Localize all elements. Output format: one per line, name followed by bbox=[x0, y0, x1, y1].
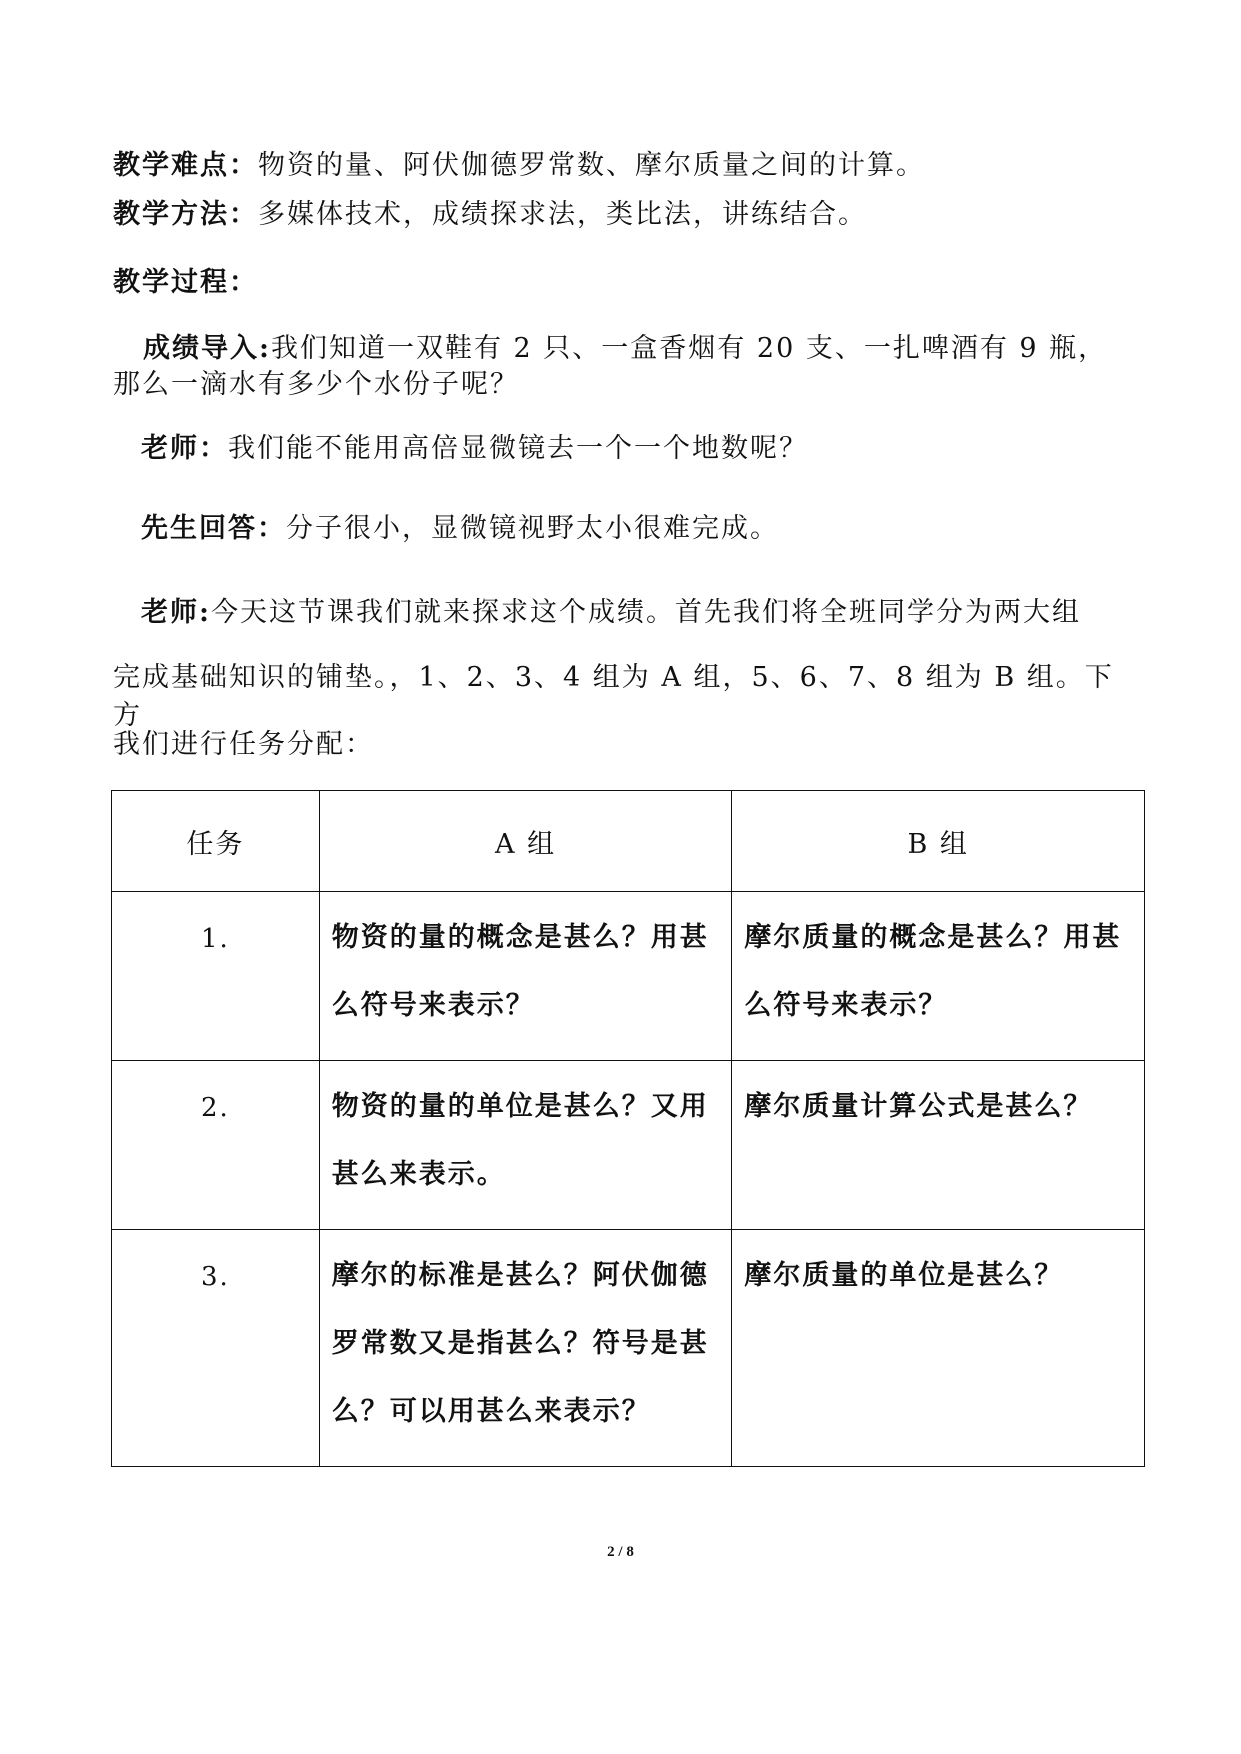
group-b-task bbox=[732, 1061, 1145, 1230]
student-text: 分子很小，显微镜视野太小很难完成。 bbox=[286, 513, 779, 544]
teacher2-label: 老师: bbox=[141, 597, 211, 628]
difficulty-text: 物资的量、阿伏伽德罗常数、摩尔质量之间的计算。 bbox=[258, 150, 925, 181]
group-a-task-text: 摩尔的标准是甚么？阿伏伽德罗常数又是指甚么？符号是甚么？可以用甚么来表示？ bbox=[331, 1260, 709, 1427]
table-row bbox=[112, 892, 1145, 1061]
table-header-row bbox=[112, 791, 1145, 892]
teacher-intro-line-2: 完成基础知识的铺垫。，1、2、3、4 组为 A 组，5、6、7、8 组为 B 组。下方 bbox=[113, 662, 1114, 731]
group-b-task-text: 摩尔质量计算公式是甚么？ bbox=[744, 1091, 1093, 1122]
group-a-task-text: 物资的量的概念是甚么？用甚么符号来表示？ bbox=[331, 922, 709, 1021]
header-group-a: A 组 bbox=[319, 791, 732, 892]
group-a-task bbox=[319, 1061, 732, 1230]
teacher1-label: 老师： bbox=[141, 433, 228, 464]
process-heading: 教学过程： bbox=[113, 267, 258, 298]
intro-text-1: 我们知道一双鞋有 2 只、一盒香烟有 20 支、一扎啤酒有 9 瓶， bbox=[270, 333, 1108, 364]
intro-line-1 bbox=[143, 330, 1121, 368]
teaching-difficulty bbox=[113, 147, 1121, 185]
group-b-task bbox=[732, 892, 1145, 1061]
difficulty-label: 教学难点： bbox=[113, 150, 258, 181]
group-a-task-text: 物资的量的单位是甚么？又用甚么来表示。 bbox=[331, 1091, 709, 1190]
intro-line-2: 那么一滴水有多少个水份子呢？ bbox=[113, 369, 519, 400]
teaching-method bbox=[113, 196, 1121, 234]
teacher2-text-1: 今天这节课我们就来探求这个成绩。首先我们将全班同学分为两大组 bbox=[210, 597, 1081, 628]
student-answer bbox=[141, 510, 1121, 548]
method-text: 多媒体技术，成绩探求法，类比法，讲练结合。 bbox=[258, 199, 867, 230]
group-b-task-text: 摩尔质量的概念是甚么？用甚么符号来表示？ bbox=[744, 922, 1122, 1021]
header-task: 任务 bbox=[112, 791, 320, 892]
task-number: 2. bbox=[112, 1061, 320, 1230]
group-a-task bbox=[319, 892, 732, 1061]
header-group-b: B 组 bbox=[732, 791, 1145, 892]
teacher-intro-line-3: 我们进行任务分配： bbox=[113, 729, 374, 760]
group-b-task-text: 摩尔质量的单位是甚么？ bbox=[744, 1260, 1064, 1291]
teacher-intro-line-1 bbox=[141, 594, 1121, 632]
method-label: 教学方法： bbox=[113, 199, 258, 230]
table-row bbox=[112, 1061, 1145, 1230]
task-number: 3. bbox=[112, 1230, 320, 1467]
student-label: 先生回答： bbox=[141, 513, 286, 544]
teacher1-text: 我们能不能用高倍显微镜去一个一个地数呢？ bbox=[228, 433, 808, 464]
group-b-task bbox=[732, 1230, 1145, 1467]
page-number: 2 / 8 bbox=[607, 1544, 634, 1560]
task-number: 1. bbox=[112, 892, 320, 1061]
group-a-task bbox=[319, 1230, 732, 1467]
table-row bbox=[112, 1230, 1145, 1467]
task-table bbox=[111, 790, 1145, 1467]
teacher-question bbox=[141, 430, 1121, 468]
intro-label: 成绩导入: bbox=[143, 333, 271, 364]
